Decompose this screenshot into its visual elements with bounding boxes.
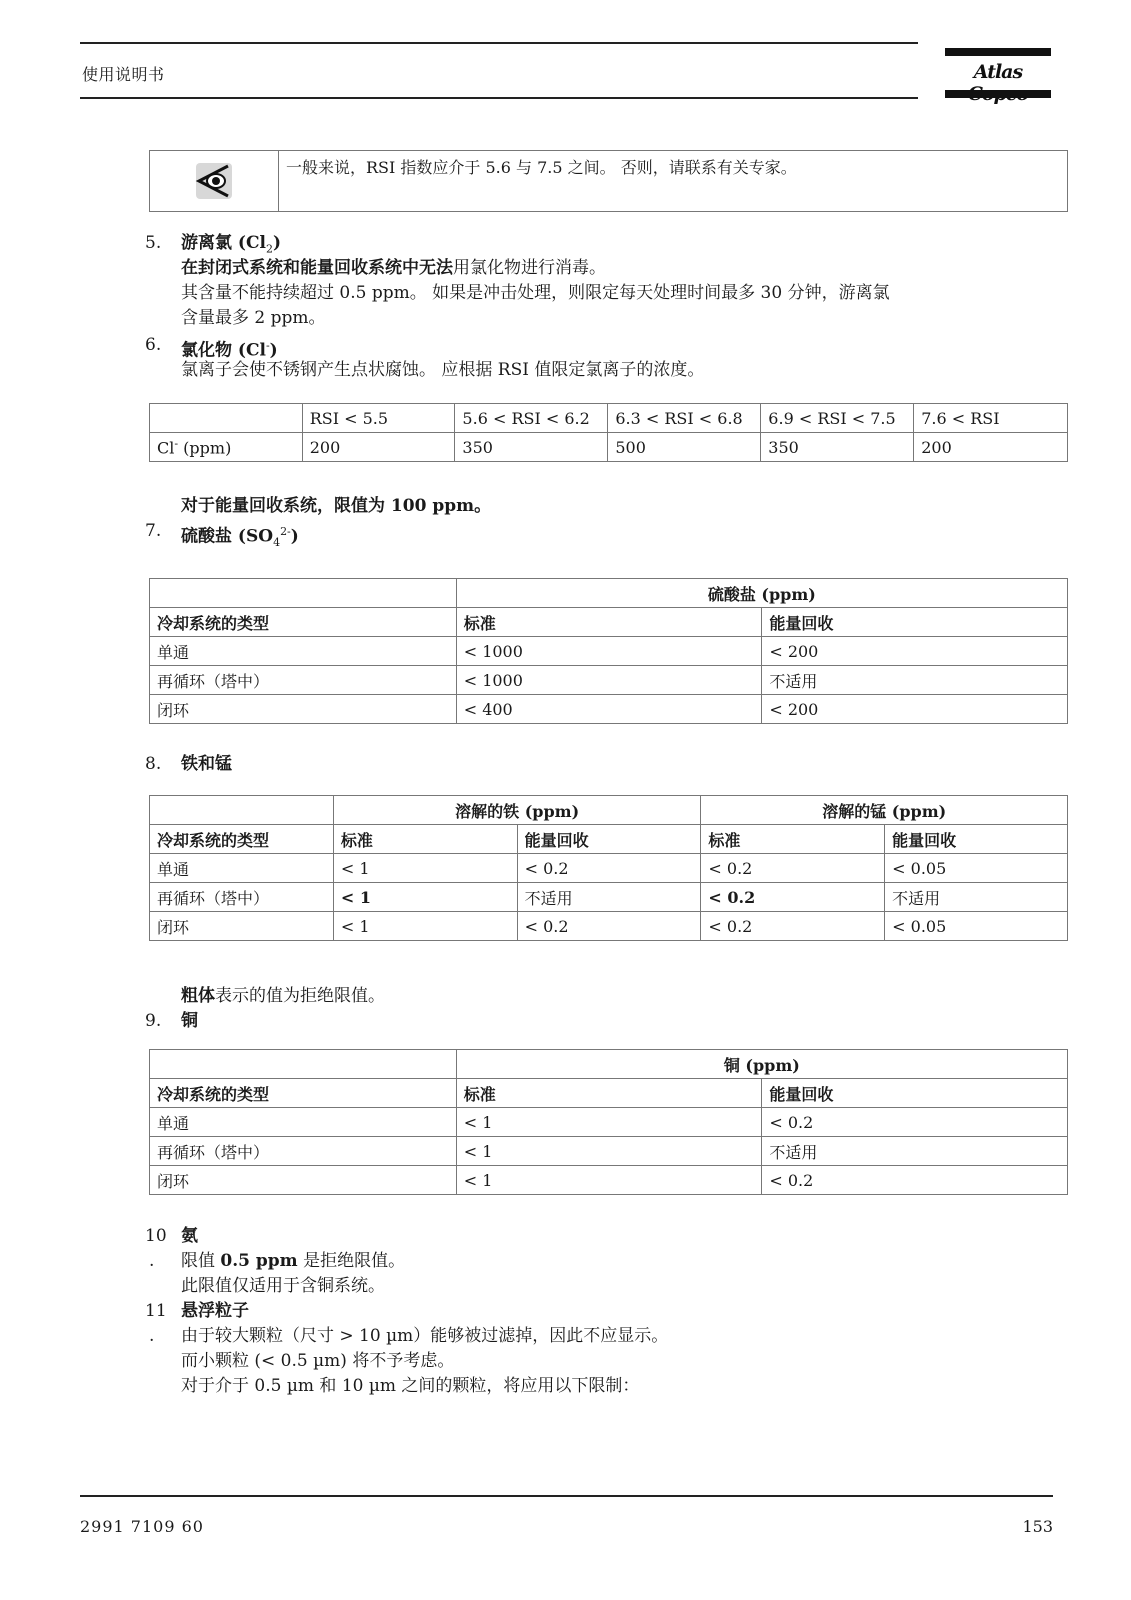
heading-close: ) bbox=[272, 233, 281, 253]
table-cell: < 0.2 bbox=[701, 854, 885, 883]
table-cell: < 1000 bbox=[456, 666, 762, 695]
note-box bbox=[149, 150, 1068, 212]
heading-text: 硫酸盐 (SO bbox=[181, 526, 274, 547]
heading-text: 游离氯 (Cl bbox=[181, 233, 266, 253]
table-cell: < 1 bbox=[333, 912, 517, 941]
table-cell: < 0.05 bbox=[885, 912, 1068, 941]
paragraph-line: 此限值仅适用于含铜系统。 bbox=[181, 1276, 385, 1296]
paragraph-line: 而小颗粒 (< 0.5 µm) 将不予考虑。 bbox=[181, 1351, 455, 1371]
table-header: 能量回收 bbox=[762, 608, 1068, 637]
table-group-header: 硫酸盐 (ppm) bbox=[456, 579, 1067, 608]
table-group-header: 铜 (ppm) bbox=[456, 1050, 1067, 1079]
table-cell: < 1 bbox=[333, 854, 517, 883]
table-cell: 再循环（塔中） bbox=[150, 666, 457, 695]
section-heading bbox=[181, 1009, 1061, 1034]
bold-text: 粗体 bbox=[181, 986, 215, 1006]
table-row bbox=[150, 912, 1068, 941]
sulfate-table bbox=[149, 578, 1068, 724]
table-group-header: 溶解的铁 (ppm) bbox=[333, 796, 701, 825]
table-cell: 闭环 bbox=[150, 1166, 457, 1195]
document-title: 使用说明书 bbox=[82, 65, 165, 84]
table-cell: 500 bbox=[608, 433, 761, 462]
table-cell: < 200 bbox=[762, 695, 1068, 724]
table-header: 7.6 < RSI bbox=[914, 404, 1068, 433]
logo-text: Atlas bbox=[973, 61, 1023, 83]
section-number: 7. bbox=[145, 521, 162, 541]
iron-manganese-table bbox=[149, 795, 1068, 941]
table-cell: < 1000 bbox=[456, 637, 762, 666]
bold-text: 对于能量回收系统，限值为 100 ppm。 bbox=[181, 496, 492, 516]
section-number-dot: . bbox=[149, 1251, 155, 1271]
eye-warning-icon bbox=[188, 155, 240, 207]
table-group-row bbox=[150, 579, 1068, 608]
section-heading bbox=[181, 1299, 1061, 1324]
bold-text: 在封闭式系统和能量回收系统中无法 bbox=[181, 258, 453, 278]
table-header: 冷却系统的类型 bbox=[150, 1079, 457, 1108]
table-cell: 350 bbox=[761, 433, 914, 462]
table-cell: < 0.2 bbox=[762, 1108, 1068, 1137]
table-cell: < 200 bbox=[762, 637, 1068, 666]
text-span: 限值 bbox=[181, 1251, 221, 1271]
note-icon-cell bbox=[150, 151, 279, 211]
text-span: 是拒绝限值。 bbox=[297, 1251, 406, 1271]
table-cell: < 0.2 bbox=[701, 883, 885, 912]
table-cell: 再循环（塔中） bbox=[150, 883, 334, 912]
table-cell: 单通 bbox=[150, 637, 457, 666]
table-header: 冷却系统的类型 bbox=[150, 825, 334, 854]
atlas-copco-logo bbox=[945, 48, 1051, 100]
heading-close: ) bbox=[290, 526, 299, 547]
table-cell: 闭环 bbox=[150, 912, 334, 941]
paragraph-line bbox=[181, 984, 1061, 1009]
table-row bbox=[150, 433, 1068, 462]
table-header-row bbox=[150, 825, 1068, 854]
table-row bbox=[150, 1166, 1068, 1195]
heading-text: 铜 bbox=[181, 1011, 198, 1031]
table-header: 标准 bbox=[701, 825, 885, 854]
table-cell: < 1 bbox=[456, 1108, 762, 1137]
table-cell bbox=[150, 1050, 457, 1079]
table-cell: < 0.2 bbox=[517, 912, 701, 941]
table-cell: < 1 bbox=[456, 1137, 762, 1166]
header-bottom-rule bbox=[80, 97, 918, 99]
table-cell: 200 bbox=[302, 433, 455, 462]
text-span: 表示的值为拒绝限值。 bbox=[215, 986, 385, 1006]
table-cell: 不适用 bbox=[517, 883, 701, 912]
bold-text: 0.5 ppm bbox=[220, 1251, 298, 1271]
paragraph-line: 含量最多 2 ppm。 bbox=[181, 308, 326, 328]
table-cell bbox=[150, 796, 334, 825]
table-cell: < 0.2 bbox=[517, 854, 701, 883]
heading-text: 悬浮粒子 bbox=[181, 1301, 249, 1321]
superscript: - bbox=[265, 339, 270, 352]
subscript: 4 bbox=[273, 536, 281, 550]
table-cell: 不适用 bbox=[885, 883, 1068, 912]
table-header: 能量回收 bbox=[762, 1079, 1068, 1108]
paragraph-line: 氯离子会使不锈钢产生点状腐蚀。 应根据 RSI 值限定氯离子的浓度。 bbox=[181, 360, 705, 380]
heading-close: ) bbox=[269, 340, 278, 361]
section-number: 8. bbox=[145, 754, 162, 774]
table-cell bbox=[150, 579, 457, 608]
table-cell: 再循环（塔中） bbox=[150, 1137, 457, 1166]
text-span: 用氯化物进行消毒。 bbox=[453, 258, 606, 278]
table-header: 标准 bbox=[456, 1079, 762, 1108]
table-row bbox=[150, 883, 1068, 912]
section-heading bbox=[181, 1224, 1061, 1249]
paragraph-line: 由于较大颗粒（尺寸 > 10 µm）能够被过滤掉，因此不应显示。 bbox=[181, 1326, 669, 1346]
superscript: 2- bbox=[280, 525, 291, 538]
table-header-row bbox=[150, 608, 1068, 637]
paragraph-line: 对于介于 0.5 µm 和 10 µm 之间的颗粒，将应用以下限制： bbox=[181, 1376, 640, 1396]
table-group-row bbox=[150, 796, 1068, 825]
table-row bbox=[150, 854, 1068, 883]
table-cell: 不适用 bbox=[762, 666, 1068, 695]
heading-text: 氯化物 (Cl bbox=[181, 340, 266, 361]
paragraph-line bbox=[181, 256, 1061, 281]
table-cell: < 400 bbox=[456, 695, 762, 724]
section-number-dot: . bbox=[149, 1326, 155, 1346]
table-row bbox=[150, 666, 1068, 695]
document-number: 2991 7109 60 bbox=[80, 1517, 204, 1536]
table-cell: 单通 bbox=[150, 1108, 457, 1137]
section-number: 11 bbox=[145, 1301, 167, 1321]
table-cell: 单通 bbox=[150, 854, 334, 883]
table-cell: < 1 bbox=[333, 883, 517, 912]
table-row bbox=[150, 637, 1068, 666]
table-cell: < 1 bbox=[456, 1166, 762, 1195]
section-number: 9. bbox=[145, 1011, 162, 1031]
table-cell: 不适用 bbox=[762, 1137, 1068, 1166]
footer-rule bbox=[80, 1495, 1053, 1497]
paragraph-line bbox=[181, 1249, 1061, 1274]
table-cell: < 0.2 bbox=[762, 1166, 1068, 1195]
table-cell bbox=[150, 404, 303, 433]
header-top-rule bbox=[80, 42, 918, 44]
table-header: 能量回收 bbox=[885, 825, 1068, 854]
section-number: 6. bbox=[145, 335, 162, 355]
table-header: RSI < 5.5 bbox=[302, 404, 455, 433]
copper-table bbox=[149, 1049, 1068, 1195]
section-heading bbox=[181, 519, 1061, 555]
table-header: 标准 bbox=[333, 825, 517, 854]
section-number: 10 bbox=[145, 1226, 167, 1246]
table-cell: 闭环 bbox=[150, 695, 457, 724]
table-group-row bbox=[150, 1050, 1068, 1079]
subscript: 2 bbox=[265, 242, 273, 256]
section-heading bbox=[181, 752, 1061, 777]
table-header: 标准 bbox=[456, 608, 762, 637]
table-header-row bbox=[150, 1079, 1068, 1108]
table-header-row bbox=[150, 404, 1068, 433]
table-header: 6.3 < RSI < 6.8 bbox=[608, 404, 761, 433]
table-cell: 200 bbox=[914, 433, 1068, 462]
note-text: 一般来说，RSI 指数应介于 5.6 与 7.5 之间。 否则，请联系有关专家。 bbox=[286, 158, 797, 177]
table-row bbox=[150, 695, 1068, 724]
table-cell: 350 bbox=[455, 433, 608, 462]
section-number: 5. bbox=[145, 233, 162, 253]
table-header: 冷却系统的类型 bbox=[150, 608, 457, 637]
table-cell: < 0.2 bbox=[701, 912, 885, 941]
table-row bbox=[150, 1108, 1068, 1137]
paragraph-line: 其含量不能持续超过 0.5 ppm。 如果是冲击处理，则限定每天处理时间最多 30 分钟，游离氯 bbox=[181, 283, 890, 303]
heading-text: 铁和锰 bbox=[181, 754, 232, 774]
row-label: Cl- (ppm) bbox=[150, 433, 303, 462]
heading-text: 氨 bbox=[181, 1226, 198, 1246]
paragraph-line bbox=[181, 494, 1061, 519]
table-cell: < 0.05 bbox=[885, 854, 1068, 883]
page-number: 153 bbox=[1022, 1517, 1053, 1536]
table-header: 6.9 < RSI < 7.5 bbox=[761, 404, 914, 433]
rsi-chloride-table bbox=[149, 403, 1068, 462]
table-header: 能量回收 bbox=[517, 825, 701, 854]
table-row bbox=[150, 1137, 1068, 1166]
table-group-header: 溶解的锰 (ppm) bbox=[701, 796, 1068, 825]
table-header: 5.6 < RSI < 6.2 bbox=[455, 404, 608, 433]
